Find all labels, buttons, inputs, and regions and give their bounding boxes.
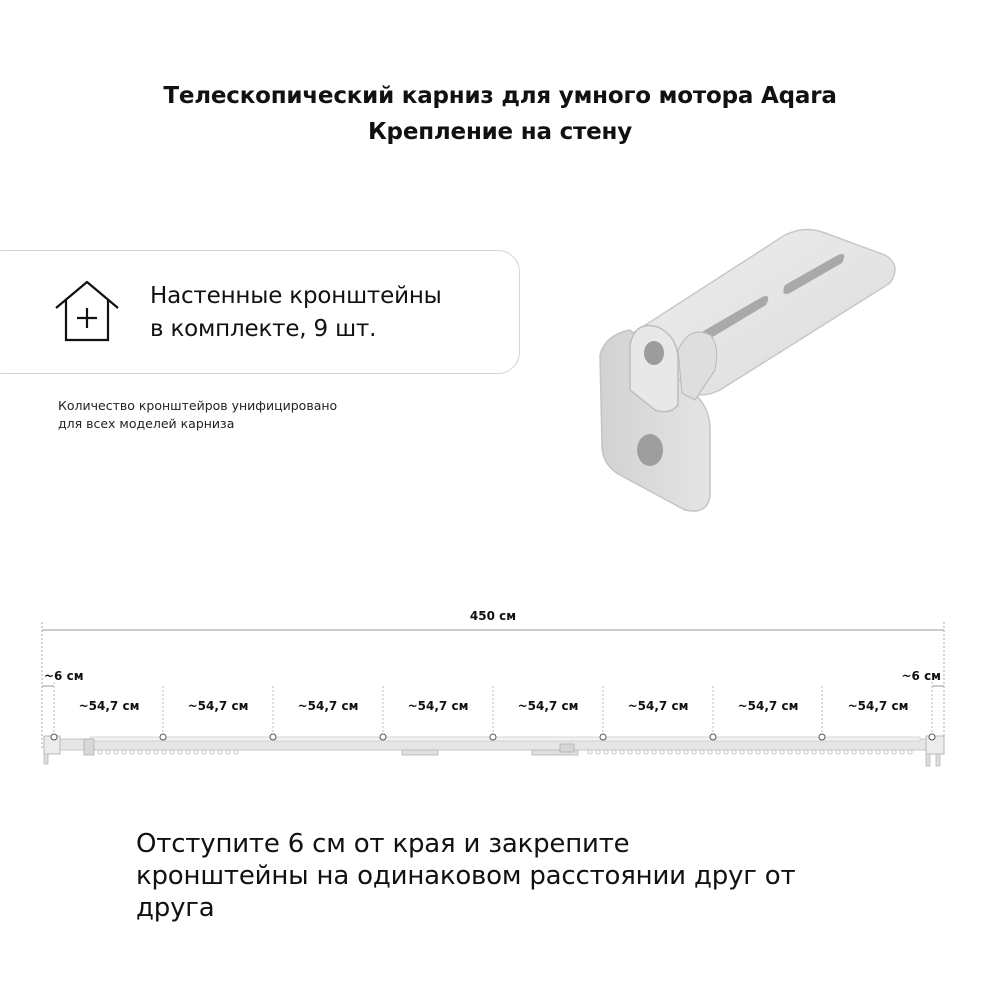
- feature-card-text: [150, 280, 442, 346]
- card-line-1: Настенные кронштейны: [150, 283, 442, 309]
- edge-label-left: ~6 см: [44, 669, 84, 683]
- segment-label: ~54,7 см: [737, 699, 799, 713]
- card-line-2: в комплекте, 9 шт.: [150, 316, 377, 342]
- edge-label-right: ~6 см: [901, 669, 941, 683]
- title-line-1: Телескопический карниз для умного мотора Aqara: [163, 83, 837, 109]
- segment-label: ~54,7 см: [847, 699, 909, 713]
- instruction-line-2: кронштейны на одинаковом расстоянии друг от: [136, 861, 796, 891]
- instruction-line-1: Отступите 6 см от края и закрепите: [136, 829, 630, 859]
- bracket-note: [58, 397, 337, 433]
- segment-label: ~54,7 см: [187, 699, 249, 713]
- note-line-1: Количество кронштейров унифицировано: [58, 398, 338, 413]
- segment-label: ~54,7 см: [297, 699, 359, 713]
- segment-label: ~54,7 см: [407, 699, 469, 713]
- house-plus-icon: [52, 278, 122, 344]
- title-line-2: Крепление на стену: [367, 119, 633, 145]
- segment-label: ~54,7 см: [627, 699, 689, 713]
- note-line-2: для всех моделей карниза: [58, 416, 235, 431]
- rail-diagram: [0, 590, 1000, 780]
- segment-label: ~54,7 см: [78, 699, 140, 713]
- instruction-line-3: друга: [136, 893, 215, 923]
- segment-label: ~54,7 см: [517, 699, 579, 713]
- instruction-text: [136, 828, 856, 924]
- total-length-label: 450 см: [469, 609, 517, 623]
- wall-bracket-image: [590, 225, 910, 525]
- page-title: [0, 78, 1000, 150]
